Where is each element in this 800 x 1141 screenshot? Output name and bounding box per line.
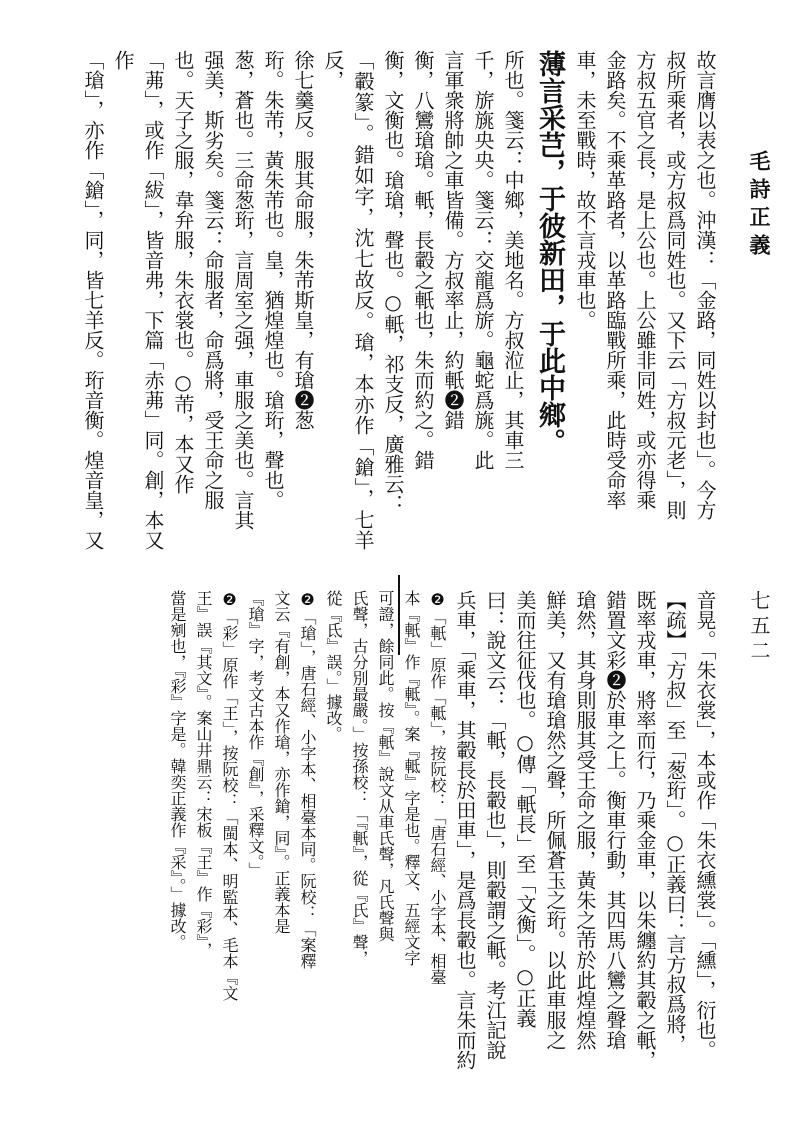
collation-note [320,590,346,1070]
text-column: 既率戎車，將率而行，乃乘金車，以朱纏約其轂之軝， [633,590,657,1070]
note-text: 「瑲」，唐石經、小字本、相臺本同。阮校：「案釋 [298,609,317,969]
text-column: 叔所乘者，或方叔爲同姓也。又下云「方叔元老」，則 [663,50,687,520]
text-column: 曰：說文云：「軝，長轂也」，則轂謂之軝。考江記說 [483,590,507,1060]
note-text: 王』誤『其文』。案山井鼎云：宋板『王』作『彩』， [194,590,213,958]
collation-note [372,590,398,1070]
text-column: 音晃。「朱衣裳」，本或作「朱衣纁裳」。「纁」，衍也。 [693,590,717,1060]
note-text: 可證，餘同此。按『軝』說文从車氏聲，凡氏聲與 [376,590,395,942]
text-column: 千，旂旐央央。箋云：交龍爲旂。龜蛇爲旐。此 [471,50,495,470]
text-column: 方叔五官之長，是上公也。上公雖非同姓，或亦得乘 [633,50,657,510]
collation-note [164,590,190,1070]
collation-note [242,590,268,1070]
text-column: 金路矣。不乘革路者，以革路臨戰所乘，此時受命率 [603,50,627,510]
note-text: 從『氐』誤。」據改。 [324,590,343,742]
collation-note [216,590,242,1070]
collation-note [424,590,450,1070]
note-text: 氏聲，古分別最嚴。」按孫校：「『軝』，從『氏』聲， [350,590,369,966]
collation-note [294,590,320,1070]
text-column: 强美，斯劣矣。箋云：命服者，命爲將，受王命之服 [201,50,225,510]
text-column: 葱，蒼也。三命葱珩，言周室之强，車服之美也。言其 [231,50,255,530]
poem-column: 薄言采芑，于彼新田，于此中鄉。 [534,50,565,455]
note-marker: ❷ [220,590,239,609]
text-column: 車，未至戰時，故不言戎車也。 [573,50,597,330]
text-column: 鮮美，又有瑲瑲然之聲，所佩蒼玉之珩。以此車服之 [543,590,567,1050]
text-column: 衡，八鸞瑲瑲。軝，長轂之軝也，朱而約之。錯 [411,50,435,470]
note-text: 文云『有創，本又作瑲，亦作鎗，同』。正義本是 [272,590,291,934]
text-column: 錯置文彩❷於車之上。衡車行動，其四馬八鸞之聲瑲 [603,590,627,1050]
note-text: 「彩」原作「王」，按阮校：「閩本、明監本、毛本『文 [220,609,239,1001]
collation-note [398,590,424,1070]
text-column: 所也。箋云：中鄉，美地名。方叔涖止，其車三 [501,50,525,470]
text-column: 故言膺以表之也。沖漢：「金路，同姓以封也」。今方 [693,50,717,520]
text-column: 美而往征伐也。○傳「軝長」至「文衡」。○正義 [513,590,537,1028]
note-text: 「軝」原作「軧」，按阮校：「唐石經、小字本、相臺 [428,609,447,985]
running-header-title: 毛詩正義 [747,150,772,262]
text-column: 「瑲」，亦作「鎗」，同，皆七羊反。珩音衡。煌音皇，又 [81,50,105,550]
collation-note [346,590,372,1070]
collation-note [190,590,216,1070]
text-column: 「轂篆」。錯如字，沈七故反。瑲，本亦作「鎗」，七羊反， [321,50,375,550]
text-column: 兵車，「乘車，其轂長於田車」，是爲長轂也。言朱而約 [453,590,477,1070]
note-text: 本『軝』作『軧』。案『軧』字是也。釋文、五經文字 [402,590,421,966]
text-column: 徐七羹反。服其命服，朱芾斯皇，有瑲❷葱 [291,50,315,430]
text-column: 【疏】「方叔」至「葱珩」。○正義曰：言方叔爲將， [663,590,687,1054]
note-text: 當是剜也，『彩』字是。韓奕正義作『采』。」據改。 [168,590,187,950]
main-text-lower [80,590,720,1070]
text-column: 衡，文衡也。瑲瑲，聲也。○軝，祁支反，廣雅云： [381,50,405,514]
note-text: 『瑲』字，考文古本作『創』，采釋文。」 [246,590,265,878]
text-column: 「茀」，或作「紱」，皆音弗，下篇「赤茀」同。創，本又作 [111,50,165,550]
text-column: 瑲然，其身則服其受王命之服，黃朱之芾於此煌煌然 [573,590,597,1050]
text-column: 言軍衆將帥之車皆備。方叔率止，約軝❷錯 [441,50,465,430]
page-number: 七五二 [747,590,771,665]
notes-divider [398,575,400,655]
note-marker: ❷ [428,590,447,609]
text-column: 珩。朱芾，黃朱芾也。皇，猶煌煌也。瑲珩，聲也。 [261,50,285,510]
note-marker: ❷ [298,590,317,609]
collation-note [268,590,294,1070]
main-text-upper [80,50,720,550]
text-column: 也。天子之服，韋弁服，朱衣裳也。○芾，本又作 [171,50,195,494]
